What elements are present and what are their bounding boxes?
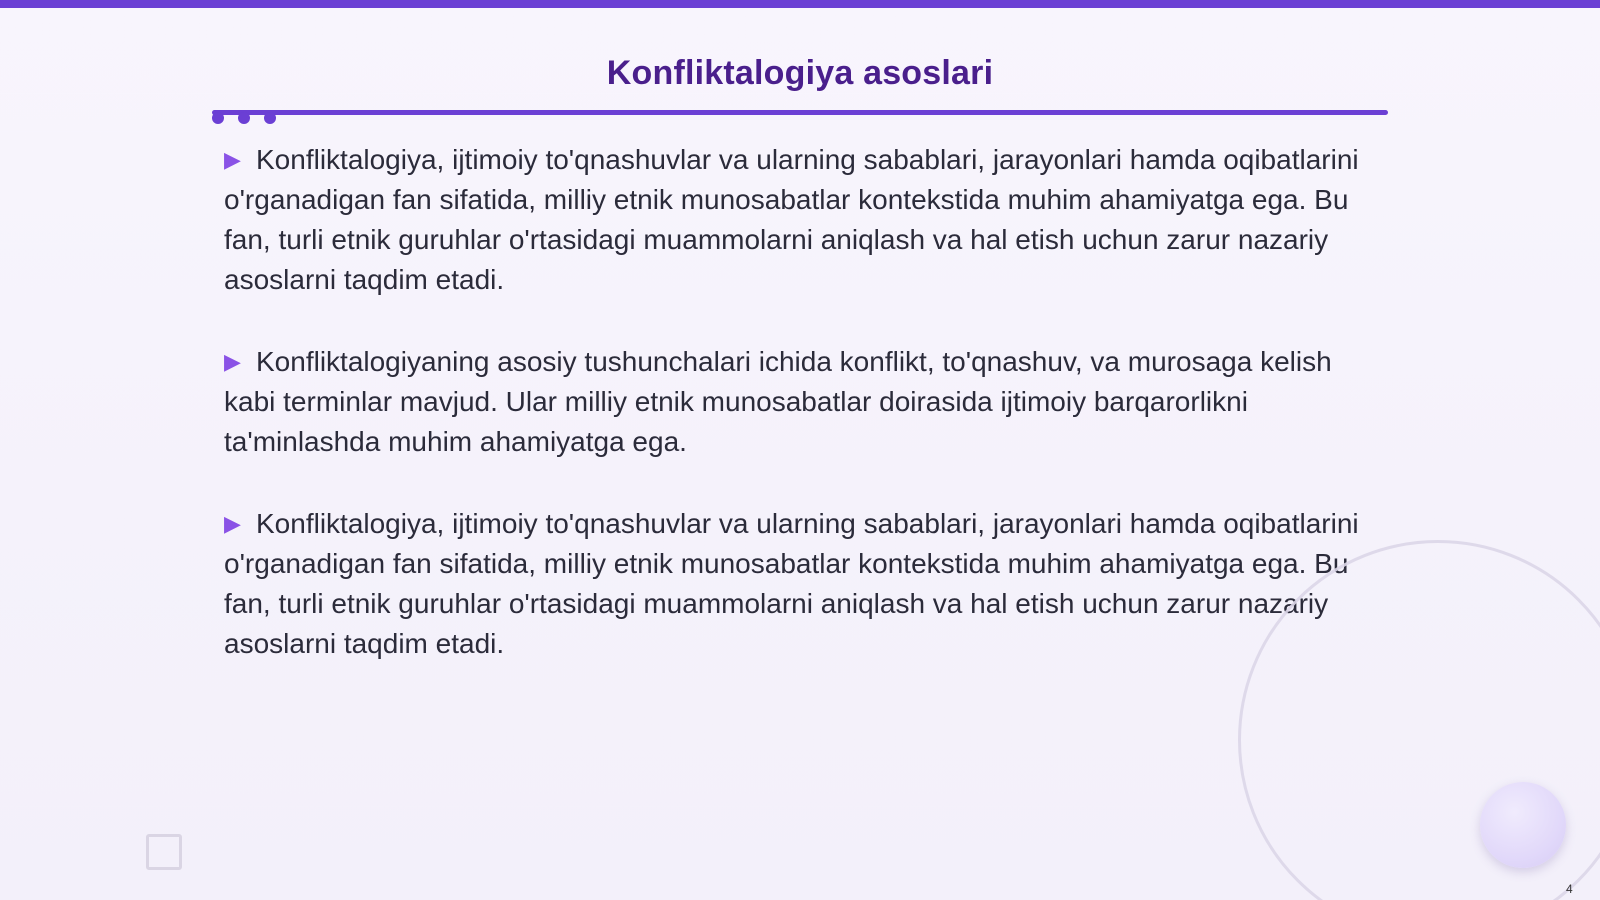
slide-body xyxy=(224,140,1374,706)
paragraph-text: Konfliktalogiyaning asosiy tushunchalari ichida konflikt, to'qnashuv, va murosaga kelish kabi terminlar mavjud. Ular milliy etnik munosabatlar doirasida ijtimoiy barqarorlikni ta'minlashda muhim ahamiyatga ega. xyxy=(224,346,1332,457)
bullet-paragraph xyxy=(224,342,1374,462)
decorative-orb xyxy=(1480,782,1566,868)
bullet-paragraph xyxy=(224,140,1374,300)
paragraph-text: Konfliktalogiya, ijtimoiy to'qnashuvlar va ularning sabablari, jarayonlari hamda oqibatlarini o'rganadigan fan sifatida, milliy etnik munosabatlar kontekstida muhim ahamiyatga ega. Bu fan, turli etnik guruhlar o'rtasidagi muammolarni aniqlash va hal etish uchun zarur nazariy asoslarni taqdim etadi. xyxy=(224,144,1359,295)
decorative-square xyxy=(146,834,182,870)
bullet-arrow-icon: ▶ xyxy=(224,147,241,172)
paragraph-text: Konfliktalogiya, ijtimoiy to'qnashuvlar va ularning sabablari, jarayonlari hamda oqibatlarini o'rganadigan fan sifatida, milliy etnik munosabatlar kontekstida muhim ahamiyatga ega. Bu fan, turli etnik guruhlar o'rtasidagi muammolarni aniqlash va hal etish uchun zarur nazariy asoslarni taqdim etadi. xyxy=(224,508,1359,659)
underline-dot xyxy=(212,112,224,124)
underline-dot xyxy=(264,112,276,124)
underline-dot xyxy=(238,112,250,124)
bullet-arrow-icon: ▶ xyxy=(224,349,241,374)
bullet-paragraph xyxy=(224,504,1374,664)
top-accent-bar xyxy=(0,0,1600,8)
bullet-arrow-icon: ▶ xyxy=(224,511,241,536)
slide-title: Konfliktalogiya asoslari xyxy=(606,54,994,92)
title-underline xyxy=(212,110,1388,115)
page-number: 4 xyxy=(1566,882,1573,896)
